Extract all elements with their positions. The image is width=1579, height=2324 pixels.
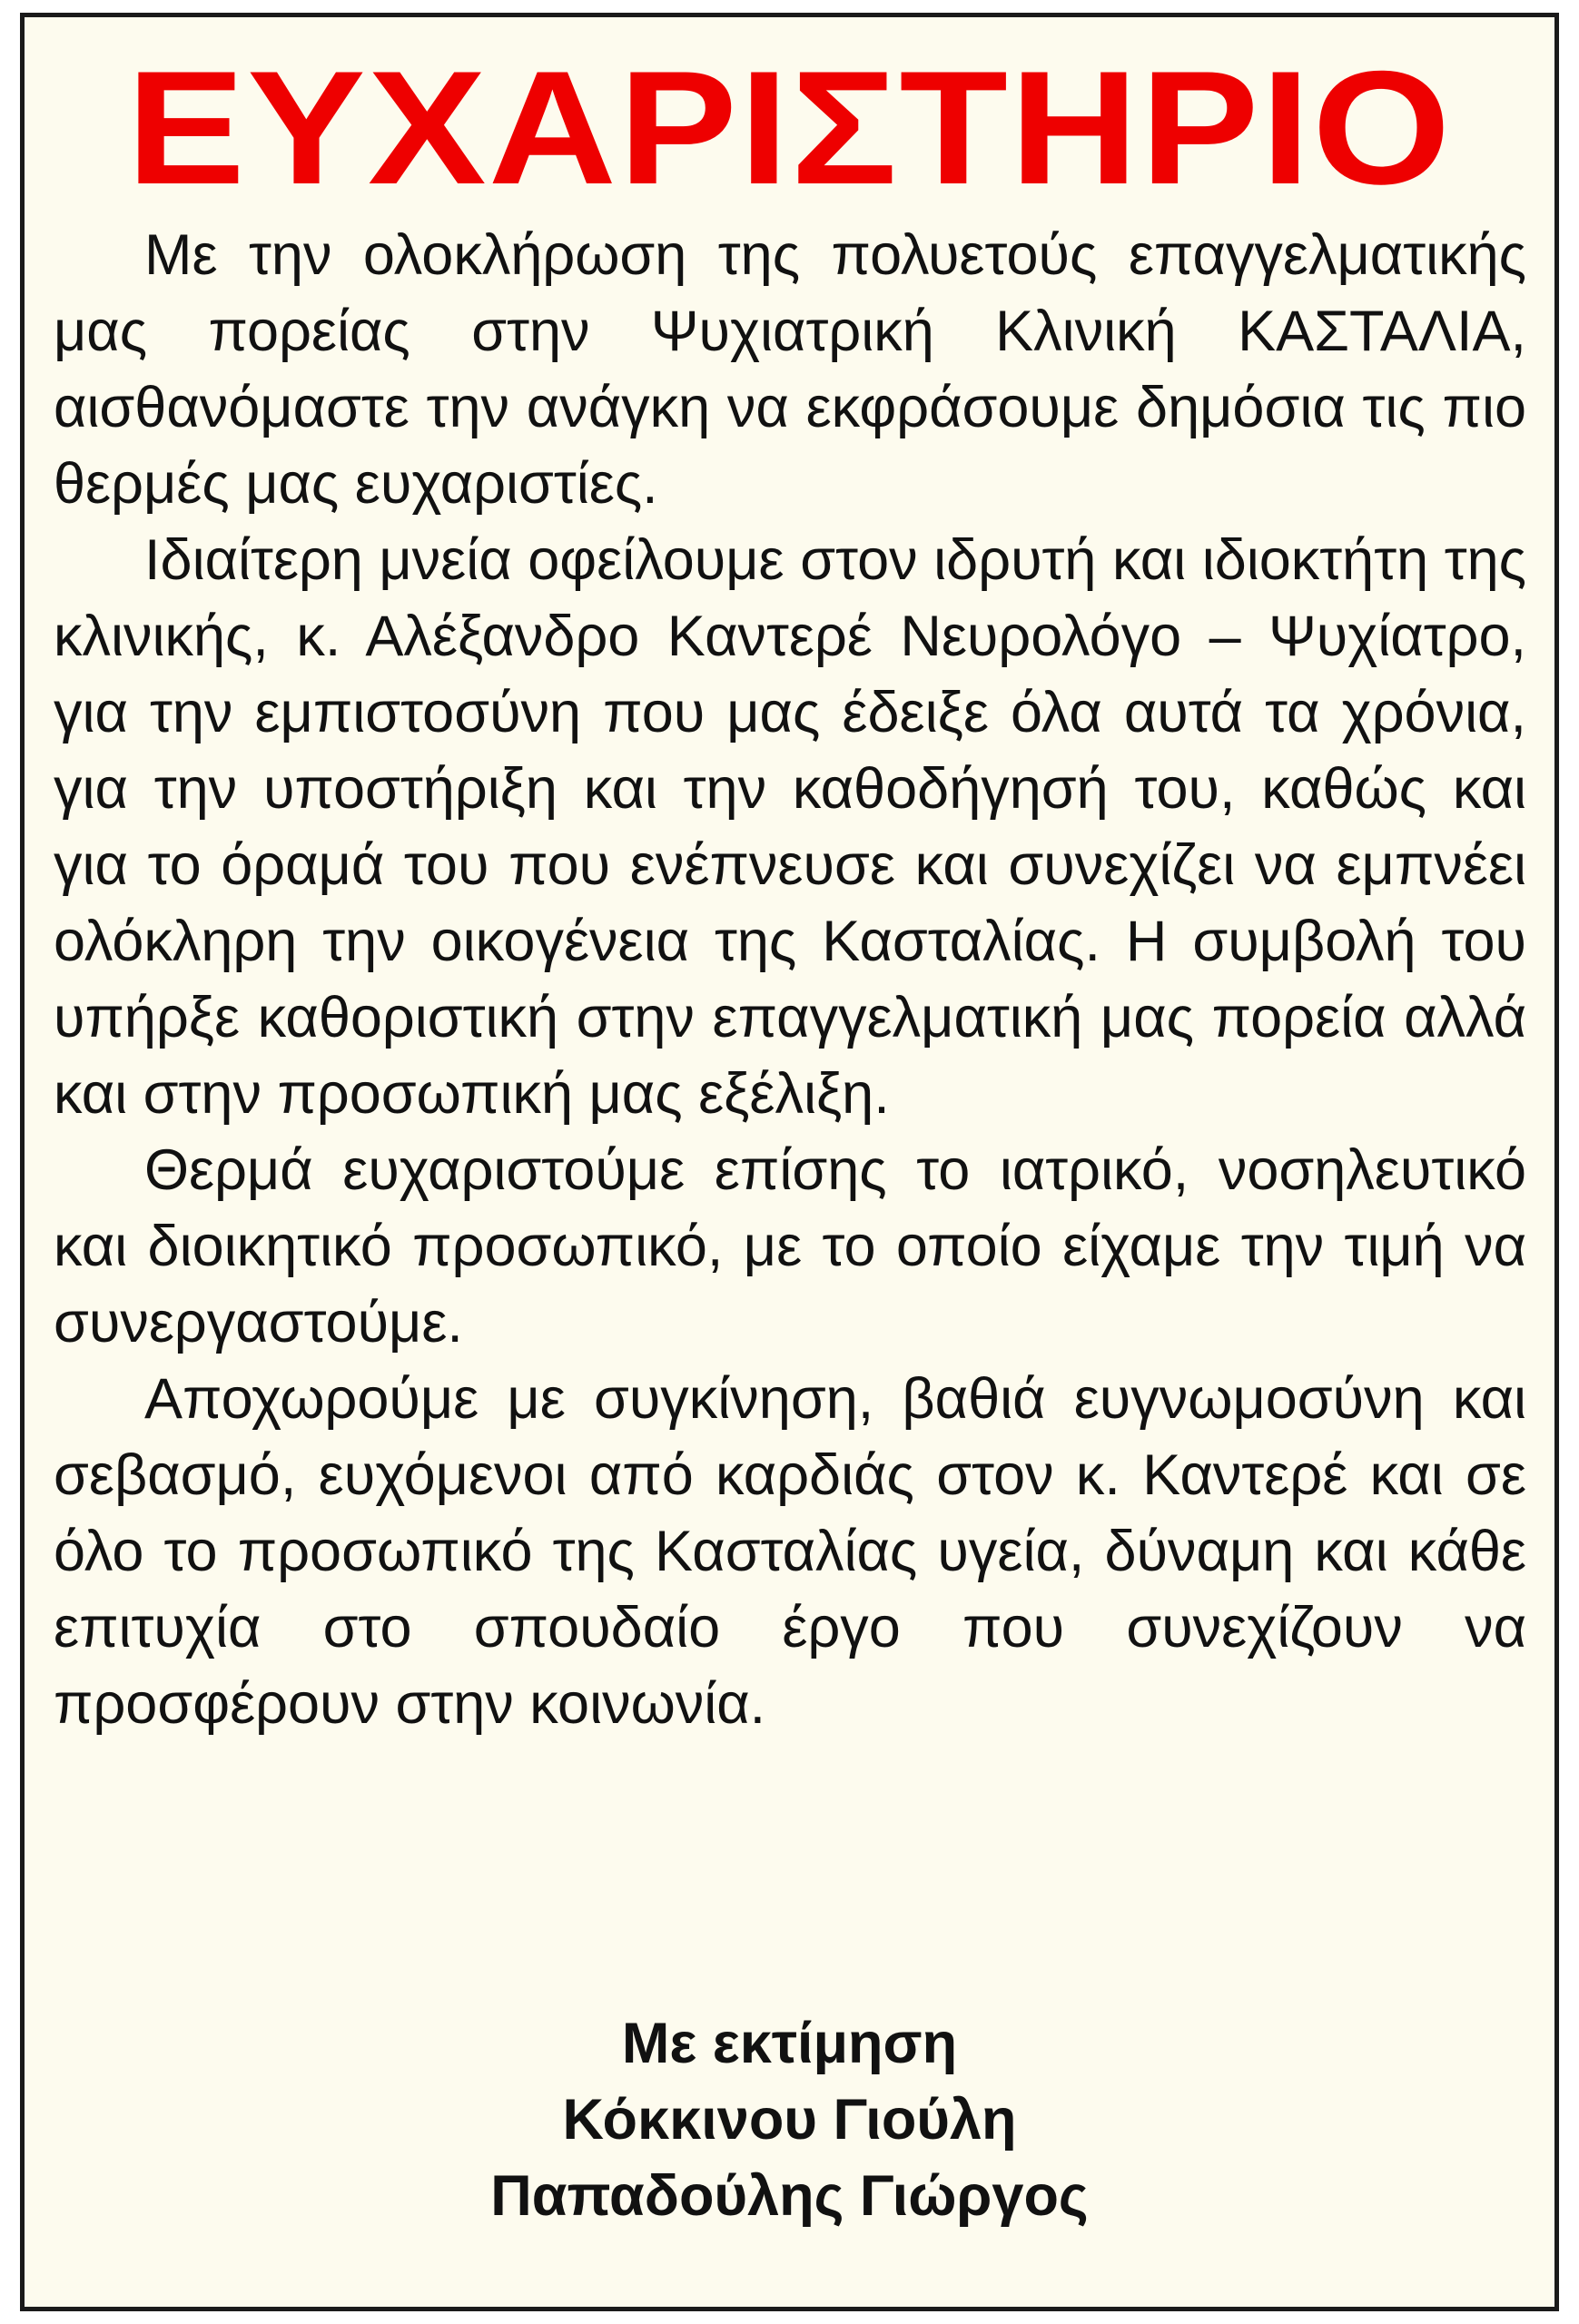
- notice-title: ΕΥΧΑΡΙΣΤΗΡΙΟ: [126, 37, 1453, 218]
- thank-you-notice: [20, 13, 1559, 2311]
- signature-name-2: Παπαδούλης Γιώργος: [490, 2164, 1089, 2228]
- signature-closing: Με εκτίμηση: [621, 2012, 958, 2075]
- paragraph-staff-thanks: Θερμά ευχαριστούμε επίσης το ιατρικό, νοσηλευτικό και διοικητικό προσωπικό, με το οποίο είχαμε την τιμή να συνεργαστούμε.: [54, 1138, 1526, 1354]
- paragraph-farewell: Αποχωρούμε με συγκίνηση, βαθιά ευγνωμοσύνη και σεβασμό, ευχόμενοι από καρδιάς στον κ. Καντερέ και σε όλο το προσωπικό της Κασταλίας υγεία, δύναμη και κάθε επιτυχία στο σπουδαίο έργο που συνεχίζουν να προσφέρουν στην κοινωνία.: [54, 1367, 1526, 1736]
- paragraph-founder-thanks: Ιδιαίτερη μνεία οφείλουμε στον ιδρυτή και ιδιοκτήτη της κλινικής, κ. Αλέξανδρο Καντερέ Νευρολόγο – Ψυχίατρο, για την εμπιστοσύνη που μας έδειξε όλα αυτά τα χρόνια, για την υποστήριξη και την καθοδήγησή του, καθώς και για το όραμά του που ενέπνευσε και συνεχίζει να εμπνέει ολόκληρη την οικογένεια της Κασταλίας. Η συμβολή του υπήρξε καθοριστική στην επαγγελματική μας πορεία αλλά και στην προσωπική μας εξέλιξη.: [54, 528, 1526, 1126]
- notice-body: [54, 217, 1526, 1742]
- paragraph-intro: Με την ολοκλήρωση της πολυετούς επαγγελματικής μας πορείας στην Ψυχιατρική Κλινική ΚΑΣΤΑΛΙΑ, αισθανόμαστε την ανάγκη να εκφράσουμε δημόσια τις πιο θερμές μας ευχαριστίες.: [54, 223, 1526, 516]
- signature-name-1: Κόκκινου Γιούλη: [562, 2088, 1017, 2152]
- signature-block: [25, 2005, 1554, 2234]
